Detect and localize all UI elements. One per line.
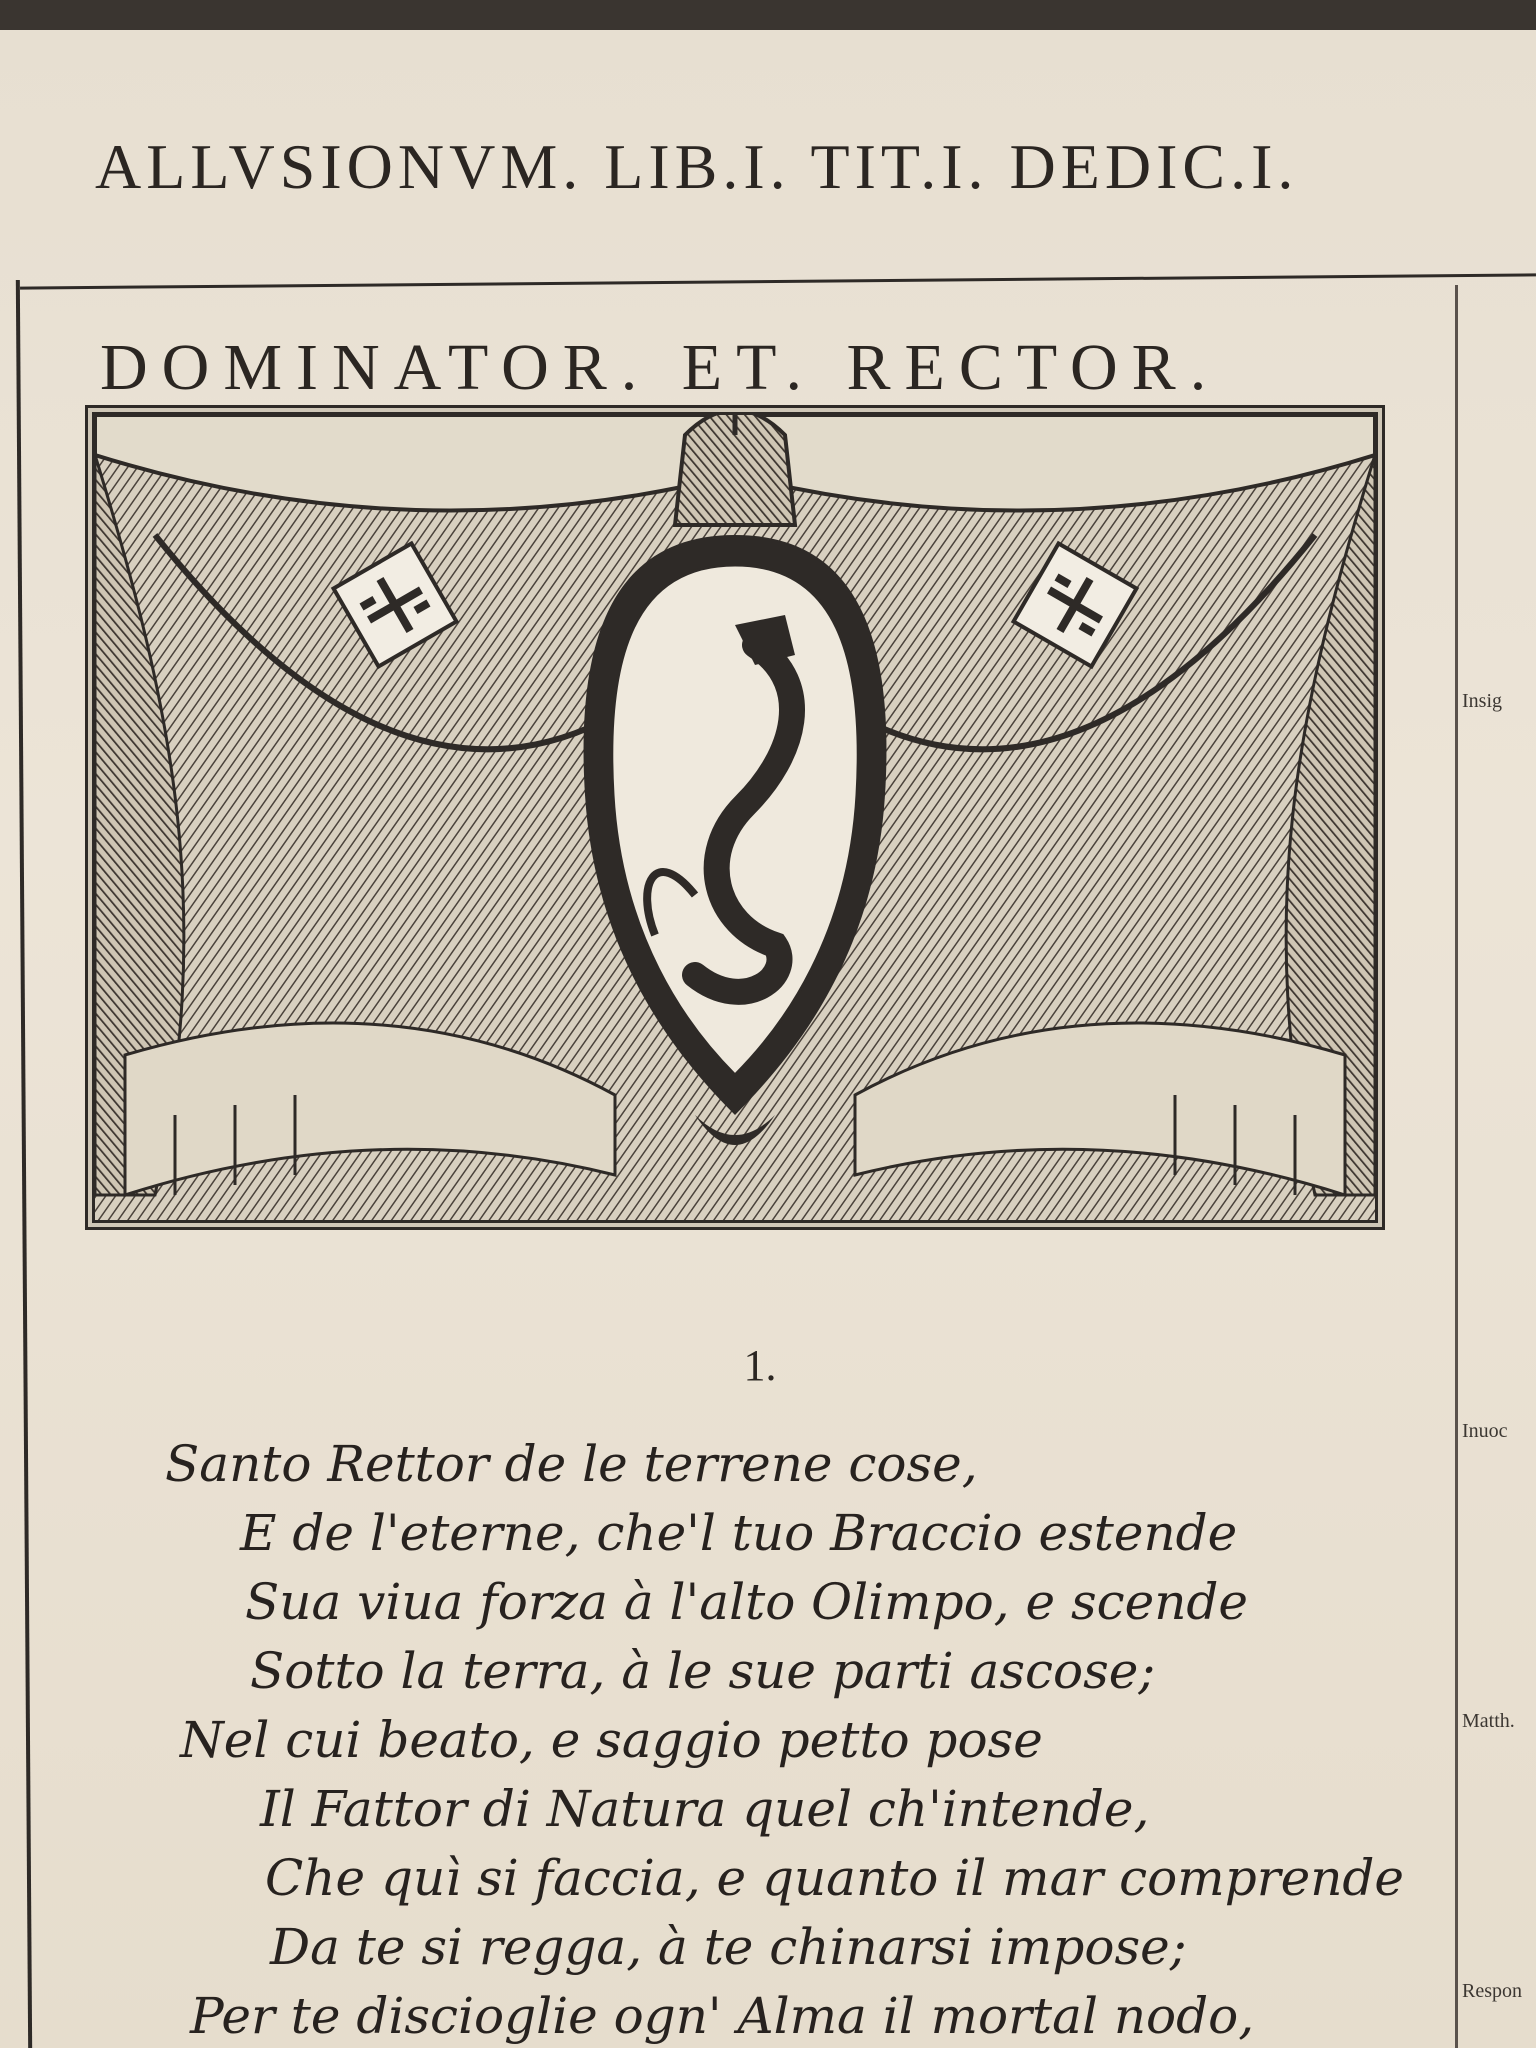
running-head: ALLVSIONVM. LIB.I. TIT.I. DEDIC.I. bbox=[95, 131, 1299, 202]
poem-line: Da te si regga, à te chinarsi impose; bbox=[270, 1918, 1187, 1976]
poem-line: Sotto la terra, à le sue parti ascose; bbox=[250, 1642, 1156, 1700]
poem-line: Il Fattor di Natura quel ch'intende, bbox=[260, 1780, 1150, 1838]
frame-rule-right bbox=[1455, 285, 1458, 2048]
margin-note: Respon bbox=[1462, 1980, 1522, 2002]
poem-line: Per te discioglie ogn' Alma il mortal nodo, bbox=[190, 1987, 1255, 2045]
poem-line: Sua viua forza à l'alto Olimpo, e scende bbox=[245, 1573, 1249, 1631]
frame-rule-left bbox=[16, 280, 32, 2048]
poem-stanza bbox=[165, 1430, 1445, 2048]
coat-of-arms-engraving bbox=[95, 415, 1375, 1220]
poem-line: Nel cui beato, e saggio petto pose bbox=[180, 1711, 1043, 1769]
emblem-motto: DOMINATOR. ET. RECTOR. bbox=[100, 331, 1221, 404]
margin-note: Matth. bbox=[1462, 1710, 1515, 1732]
engraving-image bbox=[85, 405, 1385, 1230]
book-page bbox=[0, 30, 1536, 2048]
stanza-number: 1. bbox=[743, 1341, 777, 1390]
frame-rule-top bbox=[20, 273, 1536, 289]
margin-note: Insig bbox=[1462, 690, 1502, 712]
margin-note: Inuoc bbox=[1462, 1420, 1508, 1442]
poem-line: E de l'eterne, che'l tuo Braccio estende bbox=[240, 1504, 1238, 1562]
poem-line: Che quì si faccia, e quanto il mar comprende bbox=[265, 1849, 1404, 1907]
poem-line: Santo Rettor de le terrene cose, bbox=[165, 1435, 978, 1493]
